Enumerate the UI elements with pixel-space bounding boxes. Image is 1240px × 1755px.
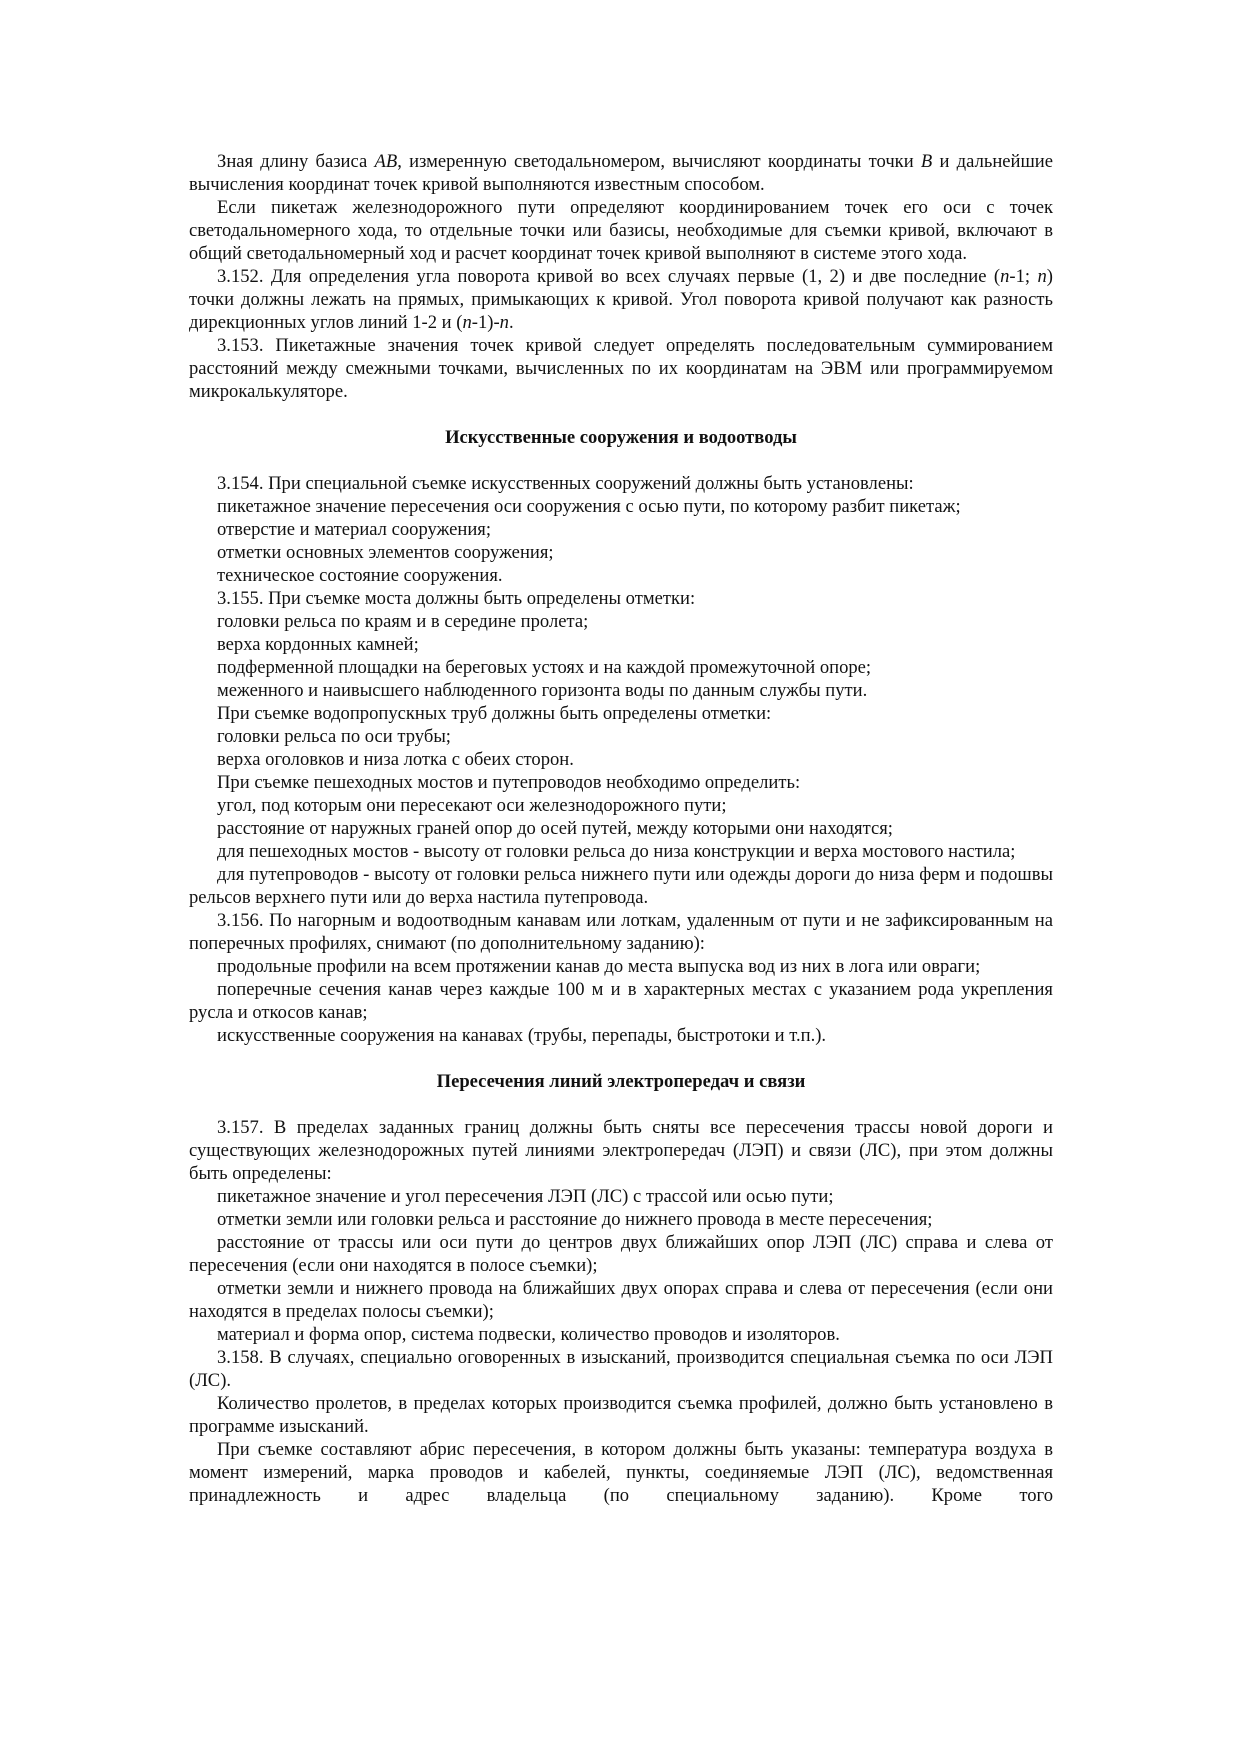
section-heading-power-lines: Пересечения линий электропередач и связи — [436, 1071, 806, 1092]
paragraph: 3.155. При съемке моста должны быть определены отметки: — [217, 588, 696, 609]
paragraph: материал и форма опор, система подвески, количество проводов и изоляторов. — [217, 1324, 840, 1345]
paragraph: для пешеходных мостов - высоту от головки рельса до низа конструкции и верха мостового настила; — [217, 841, 1016, 862]
paragraph: 3.157. В пределах заданных границ должны быть сняты все пересечения трассы новой дороги и существующих железнодорожных путей линиями электропередач (ЛЭП) и связи (ЛС), при этом должны быть определены: — [189, 1117, 1053, 1184]
paragraph: 3.158. В случаях, специально оговоренных в изысканий, производится специальная съемка по оси ЛЭП (ЛС). — [189, 1347, 1053, 1391]
section-heading-structures: Искусственные сооружения и водоотводы — [445, 427, 797, 448]
paragraph: отметки земли и нижнего провода на ближайших двух опорах справа и слева от пересечения (если они находятся в пределах полосы съемки); — [189, 1278, 1053, 1322]
paragraph: При съемке водопропускных труб должны быть определены отметки: — [217, 703, 772, 724]
paragraph: отверстие и материал сооружения; — [217, 519, 492, 540]
paragraph: 3.156. По нагорным и водоотводным канавам или лоткам, удаленным от пути и не зафиксированным на поперечных профилях, снимают (по дополнительному заданию): — [189, 910, 1053, 954]
paragraph: верха кордонных камней; — [217, 634, 419, 655]
document-page — [189, 150, 1053, 1507]
paragraph: При съемке составляют абрис пересечения, в котором должны быть указаны: температура воздуха в момент измерений, марка проводов и кабелей, пункты, соединяемые ЛЭП (ЛС), ведомственная принадлежность и адрес владельца (по специальному заданию). Кроме того — [189, 1439, 1053, 1506]
intro-paragraph: 3.152. Для определения угла поворота кривой во всех случаях первые (1, 2) и две последние (n-1; n) точки должны лежать на прямых, примыкающих к кривой. Угол поворота кривой получают как разность дирекционных углов линий 1-2 и (n-1)-n. — [189, 266, 1053, 333]
paragraph: угол, под которым они пересекают оси железнодорожного пути; — [217, 795, 727, 816]
intro-paragraph: Если пикетаж железнодорожного пути определяют координированием точек его оси с точек светодальномерного хода, то отдельные точки или базисы, необходимые для съемки кривой, включают в общий светодальномерный ход и расчет координат точек кривой выполняют в системе этого хода. — [189, 197, 1053, 264]
paragraph: продольные профили на всем протяжении канав до места выпуска вод из них в лога или овраги; — [217, 956, 981, 977]
paragraph: пикетажное значение пересечения оси сооружения с осью пути, по которому разбит пикетаж; — [217, 496, 961, 517]
paragraph: расстояние от трассы или оси пути до центров двух ближайших опор ЛЭП (ЛС) справа и слева от пересечения (если они находятся в полосе съемки); — [189, 1232, 1053, 1276]
paragraph: При съемке пешеходных мостов и путепроводов необходимо определить: — [217, 772, 801, 793]
paragraph: Количество пролетов, в пределах которых производится съемка профилей, должно быть установлено в программе изысканий. — [189, 1393, 1053, 1437]
paragraph: меженного и наивысшего наблюденного горизонта воды по данным службы пути. — [217, 680, 868, 701]
paragraph: 3.154. При специальной съемке искусственных сооружений должны быть установлены: — [217, 473, 914, 494]
structures-section — [189, 472, 1053, 1047]
paragraph: подферменной площадки на береговых устоях и на каждой промежуточной опоре; — [217, 657, 872, 678]
intro-paragraph: 3.153. Пикетажные значения точек кривой следует определять последовательным суммированием расстояний между смежными точками, вычисленных по их координатам на ЭВМ или программируемом микрокалькуляторе. — [189, 335, 1053, 402]
paragraph: поперечные сечения канав через каждые 100 м и в характерных местах с указанием рода укрепления русла и откосов канав; — [189, 979, 1053, 1023]
paragraph: головки рельса по оси трубы; — [217, 726, 451, 747]
paragraph: головки рельса по краям и в середине пролета; — [217, 611, 589, 632]
paragraph: пикетажное значение и угол пересечения ЛЭП (ЛС) с трассой или осью пути; — [217, 1186, 834, 1207]
paragraph: техническое состояние сооружения. — [217, 565, 503, 586]
paragraph: расстояние от наружных граней опор до осей путей, между которыми они находятся; — [217, 818, 893, 839]
intro-paragraph: Зная длину базиса AB, измеренную светодальномером, вычисляют координаты точки B и дальнейшие вычисления координат точек кривой выполняются известным способом. — [189, 151, 1053, 195]
paragraph: искусственные сооружения на канавах (трубы, перепады, быстротоки и т.п.). — [217, 1025, 827, 1046]
paragraph: для путепроводов - высоту от головки рельса нижнего пути или одежды дороги до низа ферм и подошвы рельсов верхнего пути или до верха настила путепровода. — [189, 864, 1053, 908]
power-lines-section — [189, 1116, 1053, 1507]
paragraph: верха оголовков и низа лотка с обеих сторон. — [217, 749, 574, 770]
paragraph: отметки основных элементов сооружения; — [217, 542, 554, 563]
intro-section — [189, 150, 1053, 403]
paragraph: отметки земли или головки рельса и расстояние до нижнего провода в месте пересечения; — [217, 1209, 933, 1230]
